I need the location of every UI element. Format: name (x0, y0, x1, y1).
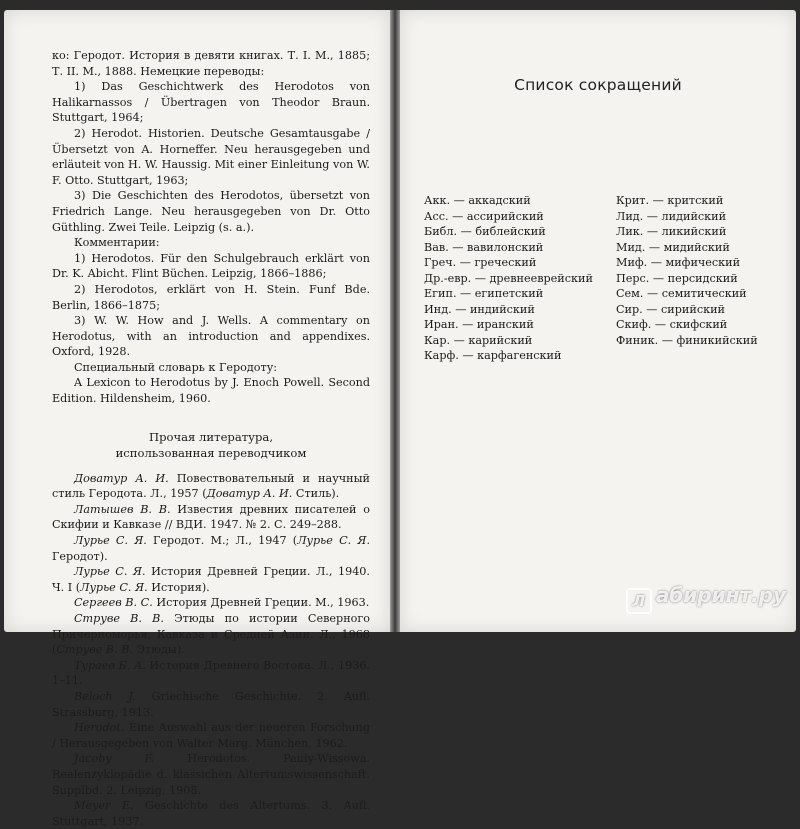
abbreviation-item: Крит. — критский (616, 194, 724, 207)
bibliography-entry (52, 595, 370, 611)
abbreviation-item: Греч. — греческий (424, 256, 537, 269)
abbreviation-item: Скиф. — скифский (616, 318, 728, 331)
book-gutter (390, 10, 400, 632)
bib-author: Jacoby F. (74, 752, 155, 766)
abbreviation-item: Акк. — аккадский (424, 194, 531, 207)
bib-author: Сергеев В. С. (74, 596, 153, 610)
bibliography-entry (52, 751, 370, 798)
bib-author: Лурье С. Я. (74, 534, 147, 548)
text-line: 1) Herodotos. Für den Schulgebrauch erklärt von Dr. K. Abicht. Flint Büchen. Leipzig, 1866–1886; (52, 251, 370, 281)
left-page-text (52, 48, 370, 829)
abbreviation-item: Лик. — ликийский (616, 225, 727, 238)
text-line: 3) W. W. How and J. Wells. A commentary on Herodotus, with an introduction and appendixes. Oxford, 1928. (52, 314, 370, 359)
text-line: 2) Herodot. Historien. Deutsche Gesamtausgabe / Übersetzt von A. Horneffer. Neu herausgegeben und erläuteit von H. W. Haussig. Mit einer Einleitung von W. F. Otto. Stuttgart, 1963; (52, 126, 370, 187)
abbreviation-item: Др.-евр. — древнееврейский (424, 271, 593, 285)
bib-author: Тураев Б. А. (74, 658, 146, 672)
abbreviation-item: Сир. — сирийский (616, 302, 726, 316)
bibliography-entry (52, 471, 370, 502)
abbreviation-item: Мид. — мидийский (616, 240, 730, 254)
abbreviation-item: Библ. — библейский (424, 225, 546, 238)
bibliography-entry (52, 533, 370, 564)
bibliography-entry (52, 720, 370, 751)
right-page (400, 10, 796, 632)
abbreviation-item: Миф. — мифический (616, 256, 741, 269)
abbreviation-item: Карф. — карфагенский (424, 349, 562, 362)
text-line: ко: Геродот. История в девяти книгах. Т. I. М., 1885; Т. II. М., 1888. Немецкие переводы: (52, 49, 370, 78)
text-line: 3) Die Geschichten des Herodotos, übersetzt von Friedrich Lange. Neu herausgegeben von Dr. Otto Güthling. Zwei Teile. Leipzig (s. a.). (52, 189, 370, 234)
bib-tail: Этюды). (133, 643, 185, 657)
bib-tail: История). (147, 580, 210, 594)
section-title-line: Прочая литература, (148, 429, 274, 444)
bibliography-entry (52, 502, 370, 533)
bib-text: Повествовательный и научный стиль Геродота. Л., 1957 ( (52, 471, 370, 501)
bib-abbr: Лурье С. Я. (297, 534, 370, 548)
section-title-line: использованная переводчиком (115, 445, 307, 460)
bib-text: История Древней Греции. Л., 1940. Ч. I ( (52, 565, 370, 594)
page-title: Список сокращений (514, 76, 682, 94)
bib-text: История Древнего Востока. Л., 1936. 1–11. (52, 658, 370, 688)
bib-text: Геродот. М.; Л., 1947 ( (146, 534, 298, 548)
bibliography-list (52, 471, 370, 829)
abbreviation-item: Вав. — вавилонский (424, 240, 544, 254)
bib-tail: Геродот). (52, 549, 108, 563)
bib-text: Eine Auswahl aus der neueren Forschung / Herausgegeben von Walter Marg. München, 1962. (52, 721, 370, 750)
bibliography-entry (52, 658, 370, 689)
bib-abbr: Лурье С. Я. (80, 580, 148, 594)
bib-author: Доватур А. И. (74, 471, 169, 485)
text-line: 1) Das Geschichtwerk des Herodotos von Halikarnassos / Übertragen von Theodor Braun. Stuttgart, 1964; (52, 80, 370, 125)
bib-text: Известия древних писателей о Скифии и Кавказе // ВДИ. 1947. № 2. С. 249–288. (52, 502, 370, 532)
bibliography-entry (52, 798, 370, 829)
abbreviation-item: Кар. — карийский (424, 333, 533, 347)
abbreviation-item: Егип. — египетский (424, 287, 544, 300)
text-line: 2) Herodotos, erklärt von H. Stein. Funf Bde. Berlin, 1866–1875; (52, 282, 370, 312)
watermark-logo (626, 583, 786, 614)
abbreviation-item: Финик. — финикийский (616, 333, 758, 347)
bib-abbr: Доватур А. И. (206, 487, 293, 501)
bib-abbr: Струве В. В. (56, 643, 133, 657)
abbreviation-item: Асс. — ассирийский (424, 209, 544, 223)
abbreviation-item: Иран. — иранский (424, 318, 534, 331)
bib-author: Beloch J. (74, 689, 136, 703)
abbreviation-item: Сем. — семитический (616, 287, 747, 300)
bib-text: Griechische Geschichte. 2. Aufl. Strassburg, 1913. (52, 689, 370, 719)
bib-author: Струве В. В. (74, 612, 164, 625)
labirint-logo-icon: Л (626, 588, 652, 614)
bibliography-entry (52, 611, 370, 658)
bib-author: Лурье С. Я. (74, 565, 146, 579)
bib-author: Herodot. (74, 721, 125, 735)
bib-text: Herodotos. Pauly-Wissowa. Realenzyklopädie d. klassichen Altertumswissenschaft. Supplbd. 2. Leipzig, 1908. (52, 752, 370, 797)
section-title (52, 429, 370, 461)
watermark-text: абиринт.ру (655, 583, 786, 607)
left-page (4, 10, 390, 828)
bib-author: Латышев В. В. (74, 502, 171, 516)
text-line: Специальный словарь к Геродоту: (74, 360, 278, 374)
bibliography-entry (52, 564, 370, 595)
bib-text: Этюды по истории Северного Причерноморья, Кавказа и Средней Азии. Л., 1968 ( (52, 612, 370, 657)
bib-tail: Стиль). (292, 487, 340, 501)
abbreviation-item: Лид. — лидийский (616, 209, 727, 223)
text-line: Комментарии: (74, 236, 160, 250)
bibliography-entry (52, 689, 370, 720)
abbreviation-item: Инд. — индийский (424, 302, 535, 316)
abbreviations-column-right (616, 193, 758, 348)
bib-text: История Древней Греции. М., 1963. (152, 596, 370, 610)
abbreviation-item: Перс. — персидский (616, 271, 738, 285)
bib-text: Geschichte des Altertums. 3. Aufl. Stuttgart, 1937. (52, 799, 370, 828)
text-line: A Lexicon to Herodotus by J. Enoch Powell. Second Edition. Hildensheim, 1960. (52, 376, 370, 406)
bib-author: Meyer E. (74, 799, 134, 813)
abbreviations-column-left (424, 193, 593, 364)
